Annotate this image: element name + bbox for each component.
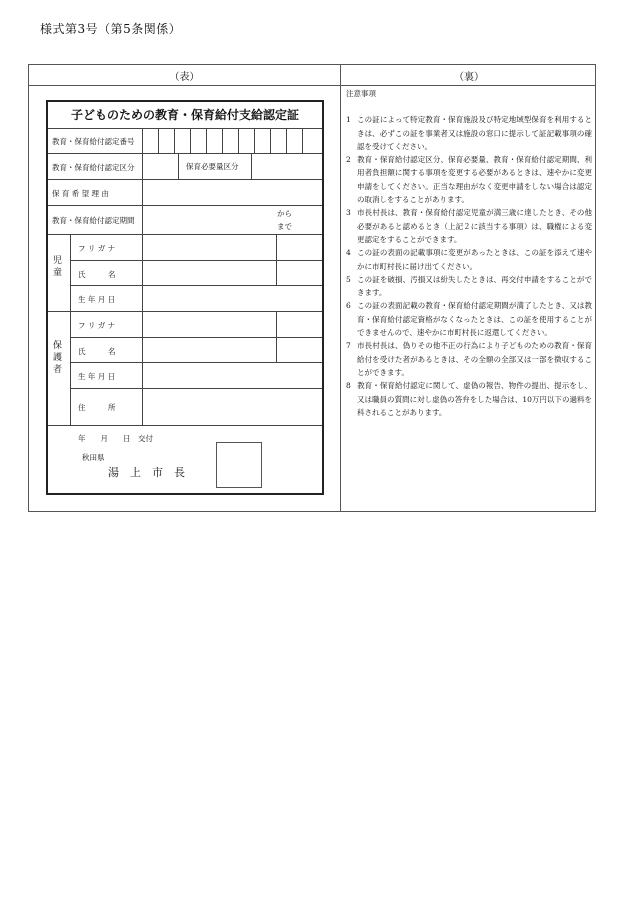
label-period: 教育・保育給付認定期間 [52, 216, 135, 225]
label-need-category: 保育必要量区分 [186, 162, 239, 171]
note-number: 5 [346, 274, 351, 284]
header-divider [29, 85, 595, 86]
back-column-label: （裏） [454, 72, 484, 83]
label-guardian-birth: 生 年 月 日 [78, 372, 116, 381]
note-number: 8 [346, 381, 351, 391]
column-divider [340, 65, 341, 511]
issuer-name: 湯 上 市 長 [108, 466, 185, 479]
rule [276, 234, 277, 285]
note-text: この証を破損、汚損又は紛失したときは、再交付申請をすることができます。 [357, 274, 592, 298]
label-child-name: 氏 名 [78, 270, 116, 279]
note-number: 4 [346, 248, 351, 258]
note-number: 6 [346, 301, 351, 311]
label-until: まで [277, 222, 292, 231]
note-text: 市長村長は、偽りその他不正の行為により子どものための教育・保育給付を受けた者があるときは、その全額の全部又は一部を徴収することができます。 [357, 341, 592, 377]
rule [70, 234, 71, 425]
rule [48, 153, 322, 154]
number-cell [270, 128, 271, 153]
rule [178, 153, 179, 179]
front-column-label: （表） [169, 72, 200, 83]
note-number: 7 [346, 341, 351, 351]
issue-date: 年 月 日 交付 [78, 434, 153, 443]
note-item [346, 153, 592, 206]
number-cell [238, 128, 239, 153]
number-cell [174, 128, 175, 153]
label-child-furigana: フ リ ガ ナ [78, 244, 116, 253]
rule [276, 311, 277, 362]
number-cell [158, 128, 159, 153]
note-text: この証の表面の記載事項に変更があったときは、この証を添えて速やかに市町村長に届け出てください。 [357, 248, 592, 271]
notes-title: 注意事項 [346, 89, 376, 98]
label-from: から [277, 209, 292, 218]
rule [70, 337, 322, 338]
label-child-birth: 生 年 月 日 [78, 295, 116, 304]
note-item [346, 113, 592, 153]
note-item [346, 299, 592, 339]
note-item [346, 273, 592, 300]
rule [48, 234, 322, 235]
rule [48, 311, 322, 312]
note-text: 教育・保育給付認定区分、保育必要量、教育・保育給付認定期間、利用者負担額に関する事項を変更する必要があるときは、速やかに変更申請をしてください。正当な理由がなく変更申請をしない場合は認定の取消しをすることがあります。 [357, 155, 592, 205]
number-cell [222, 128, 223, 153]
note-number: 1 [346, 115, 351, 125]
rule [70, 362, 322, 363]
note-item [346, 246, 592, 273]
note-text: この証によって特定教育・保育施設及び特定地域型保育を利用するときは、必ずこの証を事業者又は施設の窓口に提示して証記載事項の確認を受けてください。 [357, 115, 592, 151]
label-reason: 保 育 希 望 理 由 [52, 189, 109, 198]
note-item [346, 206, 592, 246]
rule [142, 128, 143, 425]
rule [70, 285, 322, 286]
rule [48, 128, 322, 129]
label-child-group: 児童 [53, 256, 63, 278]
note-item [346, 339, 592, 379]
number-cell [206, 128, 207, 153]
label-certificate-category: 教育・保育給付認定区分 [52, 163, 135, 172]
number-cell [302, 128, 303, 153]
label-certificate-number: 教育・保育給付認定番号 [52, 137, 135, 146]
label-guardian-name: 氏 名 [78, 347, 116, 356]
rule [48, 179, 322, 180]
issuer-prefecture: 秋田県 [82, 453, 105, 462]
label-guardian-furigana: フ リ ガ ナ [78, 321, 116, 330]
note-item [346, 379, 592, 419]
note-number: 2 [346, 155, 351, 165]
certificate-card [46, 100, 324, 495]
notes-section [346, 87, 592, 419]
label-guardian-address: 住 所 [78, 403, 116, 412]
rule [70, 388, 322, 389]
note-text: 教育・保育給付認定に関して、虚偽の報告、物件の提出、提示をし、又は職員の質問に対し虚偽の答弁をした場合は、10万円以下の過料を科されることがあります。 [357, 381, 592, 417]
number-cell [286, 128, 287, 153]
note-text: 市長村長は、教育・保育給付認定児童が満三歳に達したとき、その他必要があると認めるとき（上記２に該当する事項）は、職権による変更認定をすることができます。 [357, 208, 592, 244]
seal-box [216, 442, 262, 488]
rule [251, 153, 252, 179]
rule [48, 425, 322, 426]
rule [70, 260, 322, 261]
number-cell [190, 128, 191, 153]
note-number: 3 [346, 208, 351, 218]
label-guardian-group: 保護者 [53, 341, 63, 375]
form-heading: 様式第3号（第5条関係） [40, 22, 182, 36]
rule [48, 205, 322, 206]
certificate-title: 子どものための教育・保育給付支給認定証 [70, 108, 299, 122]
number-cell [254, 128, 255, 153]
note-text: この証の表面記載の教育・保育給付認定期間が満了したとき、又は教育・保育給付認定資格がなくなったときは、この証を使用することができませんので、速やかに市町村長に返還してください。 [357, 301, 592, 338]
